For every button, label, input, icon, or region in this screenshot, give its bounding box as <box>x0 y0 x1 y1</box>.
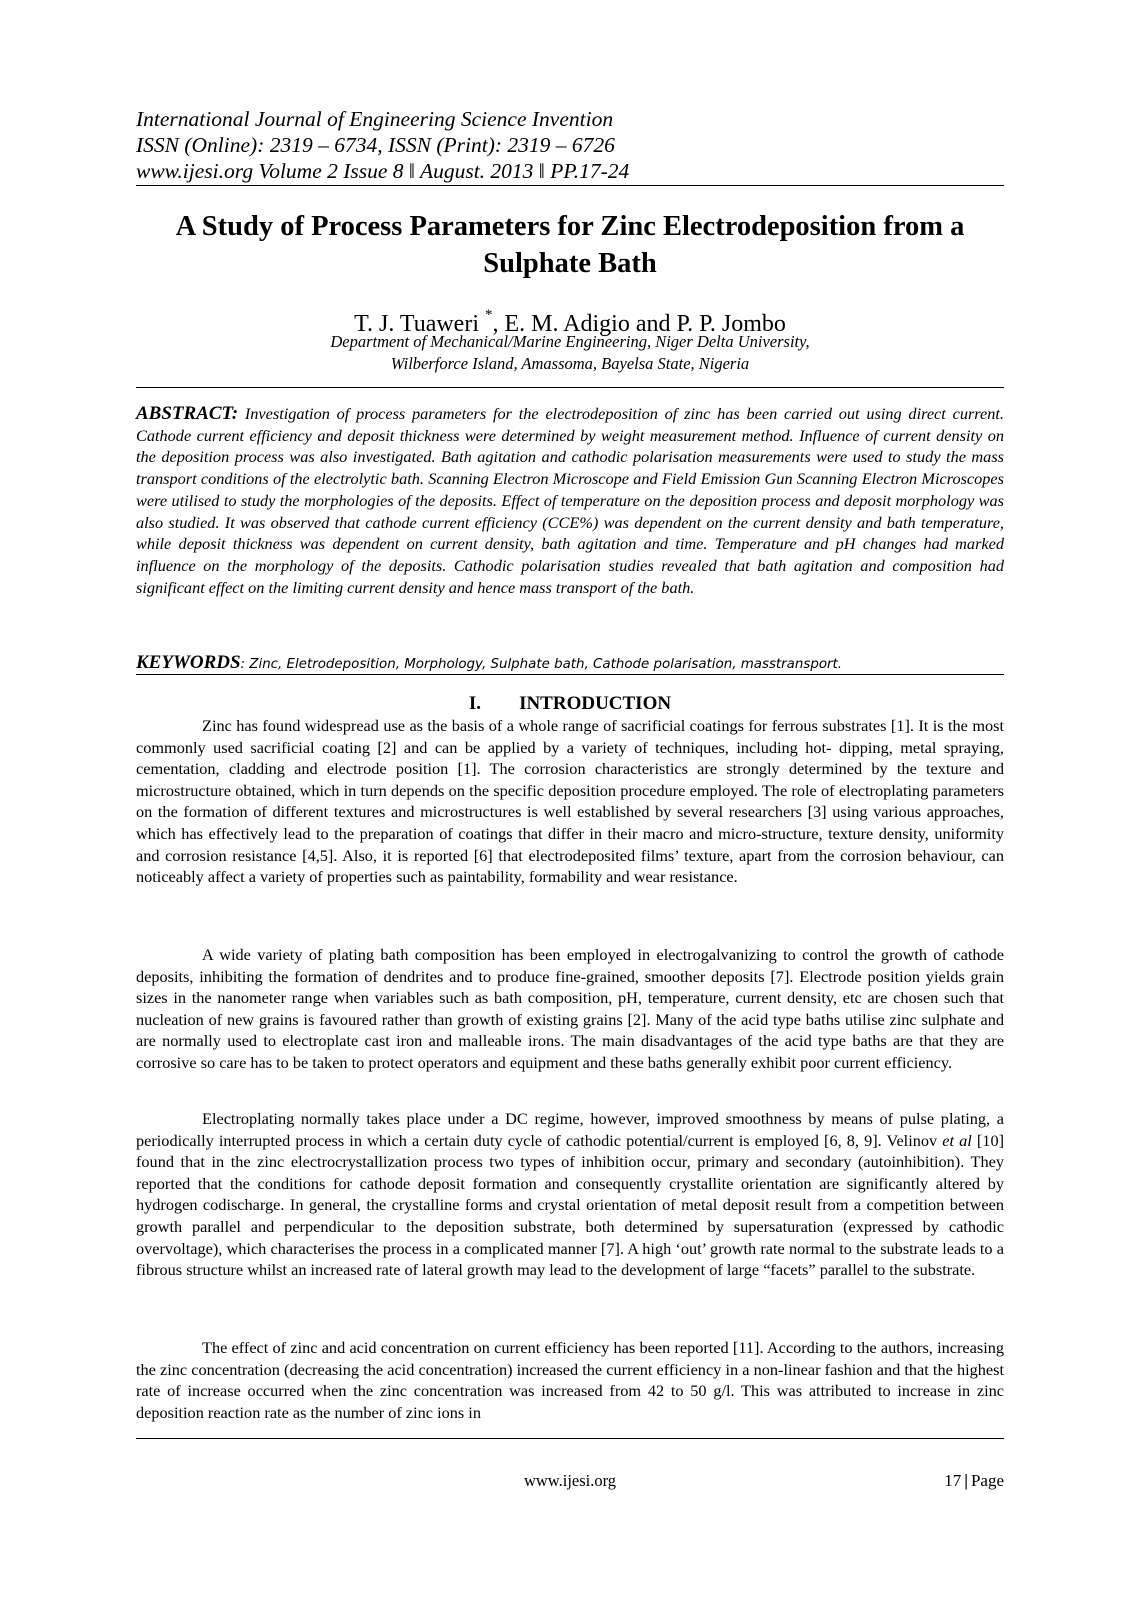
page-label: Page <box>970 1471 1004 1490</box>
paragraph-text-part: [10] found that in the zinc electrocrystallization process two types of inhibition occur, primary and secondary (autoinhibition). They reported that the conditions for cathode deposit formation and consequently crystallite orientation are significantly altered by hydrogen codischarge. In general, the crystalline forms and crystal orientation of metal deposit result from a competition between growth parallel and perpendicular to the deposition substrate, both determined by supersaturation (expressed by cathodic overvoltage), which characterises the process in a complicated manner [7]. A high ‘out’ growth rate normal to the substrate leads to a fibrous structure whilst an increased rate of lateral growth may lead to the development of large “facets” parallel to the substrate. <box>136 1130 1005 1280</box>
author-first: T. J. Tuaweri <box>354 311 485 337</box>
abstract <box>136 403 1004 598</box>
page-separator: | <box>964 1471 968 1490</box>
intro-paragraph-2 <box>136 944 1004 1074</box>
intro-paragraph-4 <box>136 1337 1004 1423</box>
journal-issn: ISSN (Online): 2319 – 6734, ISSN (Print): 2319 – 6726 <box>136 133 615 157</box>
affiliation-line-1: Department of Mechanical/Marine Engineering, Niger Delta University, <box>330 332 810 351</box>
corresponding-author-mark: * <box>485 307 493 323</box>
abstract-top-divider <box>136 387 1004 388</box>
author-rest: , E. M. Adigio and P. P. Jombo <box>492 311 786 337</box>
abstract-text: Investigation of process parameters for the electrodeposition of zinc has been carried out using direct current. Cathode current efficiency and deposit thickness were determined by weight measurement method. Influence of current density on the deposition process was also investigated. Bath agitation and cathodic polarisation measurements were used to study the mass transport conditions of the electrolytic bath. Scanning Electron Microscope and Field Emission Gun Scanning Electron Microscopes were utilised to study the morphologies of the deposits. Effect of temperature on the deposition process and deposit morphology was also studied. It was observed that cathode current efficiency (CCE%) was dependent on the current density and bath temperature, while deposit thickness was dependent on current density, bath agitation and time. Temperature and pH changes had marked influence on the morphology of the deposits. Cathodic polarisation studies revealed that bath agitation and composition had significant effect on the limiting current density and hence mass transport of the bath. <box>136 404 1004 597</box>
keywords-text: : Zinc, Eletrodeposition, Morphology, Sulphate bath, Cathode polarisation, masstransport. <box>240 657 843 672</box>
journal-name: International Journal of Engineering Science Invention <box>136 107 614 131</box>
paragraph-text: Zinc has found widespread use as the basis of a whole range of sacrificial coatings for ferrous substrates [1]. It is the most commonly used sacrificial coating [2] and can be applied by a variety of techniques, including hot- dipping, metal spraying, cementation, cladding and electrode position [1]. The corrosion characteristics are strongly determined by the texture and microstructure obtained, which in turn depends on the specific deposition procedure employed. The role of electroplating parameters on the formation of different textures and microstructures is well established by several researchers [3] using various approaches, which has effectively lead to the preparation of coatings that differ in their macro and micro-structure, texture density, uniformity and corrosion resistance [4,5]. Also, it is reported [6] that electrodeposited films’ texture, apart from the corrosion behaviour, can noticeably affect a variety of properties such as paintability, formability and wear resistance. <box>136 716 1004 887</box>
affiliation <box>136 331 1004 375</box>
section-title-text: INTRODUCTION <box>519 693 672 714</box>
keywords-divider <box>136 674 1004 675</box>
journal-volume: www.ijesi.org Volume 2 Issue 8 ǁ August. 2013 ǁ PP.17-24 <box>136 159 630 183</box>
affiliation-line-2: Wilberforce Island, Amassoma, Bayelsa State, Nigeria <box>390 354 750 373</box>
paragraph-text: A wide variety of plating bath composition has been employed in electrogalvanizing to control the growth of cathode deposits, inhibiting the formation of dendrites and to produce fine-grained, smoother deposits [7]. Electrode position yields grain sizes in the nanometer range when variables such as bath composition, pH, temperature, current density, etc are chosen such that nucleation of new grains is favoured rather than growth of existing grains [2]. Many of the acid type baths utilise zinc sulphate and are normally used to electroplate cast iron and malleable irons. The main disadvantages of the acid type baths are that they are corrosive so care has to be taken to protect operators and equipment and these baths generally exhibit poor current efficiency. <box>136 945 1004 1072</box>
paper-title: A Study of Process Parameters for Zinc Electrodeposition from a Sulphate Bath <box>175 211 965 279</box>
footer-divider <box>136 1438 1004 1439</box>
paragraph-text-part: Electroplating normally takes place under a DC regime, however, improved smoothness by means of pulse plating, a periodically interrupted process in which a certain duty cycle of cathodic potential/current is employed [6, 8, 9]. Velinov <box>136 1109 1004 1150</box>
intro-paragraph-1 <box>136 715 1004 888</box>
abstract-label: ABSTRACT: <box>136 403 239 424</box>
intro-paragraph-3 <box>136 1108 1004 1281</box>
journal-header <box>136 106 1004 184</box>
section-number: I. <box>468 693 482 714</box>
section-heading <box>136 692 1004 716</box>
page-number-value: 17 <box>944 1471 962 1490</box>
paragraph-text: The effect of zinc and acid concentration on current efficiency has been reported [11]. According to the authors, increasing the zinc concentration (decreasing the acid concentration) increased the current efficiency in a non-linear fashion and that the highest rate of increase occurred when the zinc concentration was increased from 42 to 50 g/l. This was attributed to increase in zinc deposition reaction rate as the number of zinc ions in <box>136 1338 1004 1422</box>
header-divider <box>136 185 1004 186</box>
paragraph-text <box>136 1108 1004 1281</box>
footer-url: www.ijesi.org <box>523 1471 617 1490</box>
keywords-label: KEYWORDS <box>136 652 241 673</box>
citation-et-al: et al <box>942 1130 972 1150</box>
page-number <box>944 1470 1004 1492</box>
